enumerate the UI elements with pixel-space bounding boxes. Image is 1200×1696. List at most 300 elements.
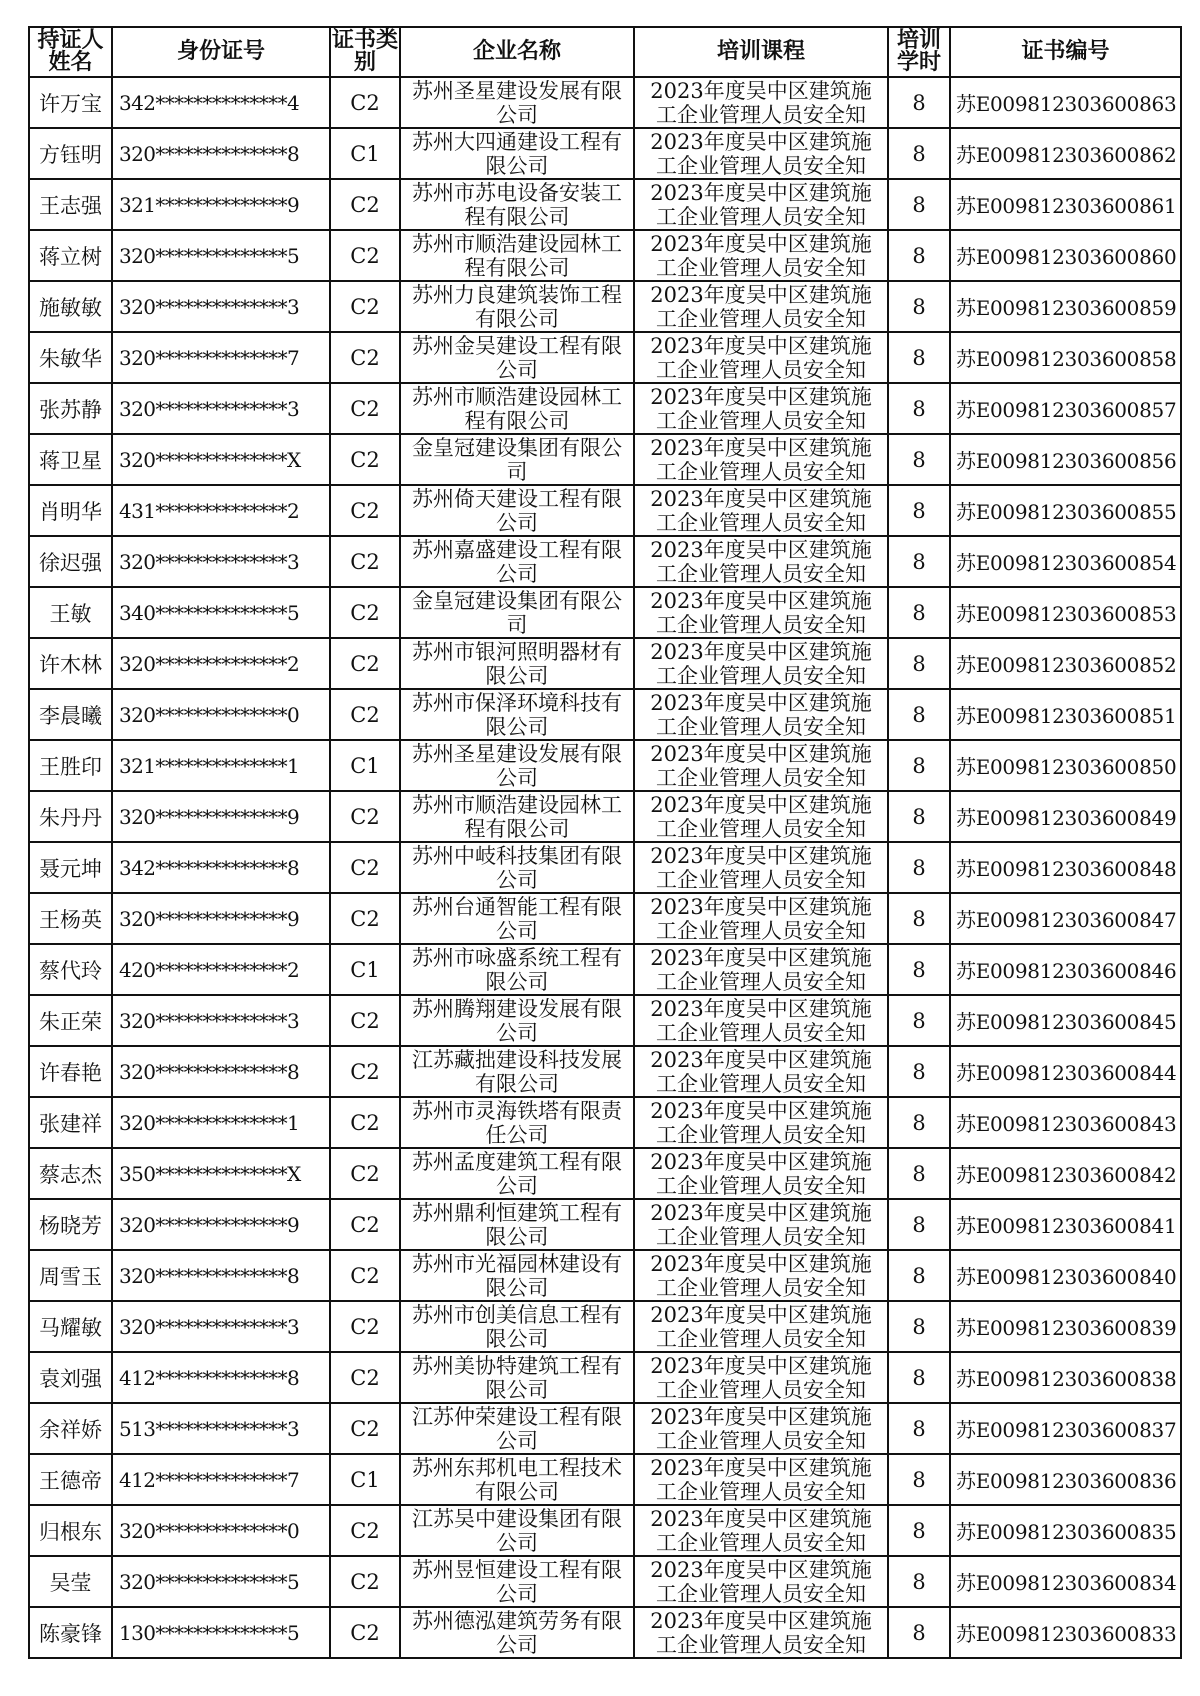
cell-name: 马耀敏 xyxy=(29,1301,112,1352)
cell-company xyxy=(400,842,634,893)
cell-id: 320**************3 xyxy=(112,536,330,587)
cell-company-text: 苏州市银河照明器材有限公司 xyxy=(412,640,622,688)
cell-id: 320**************3 xyxy=(112,1301,330,1352)
cell-name: 王志强 xyxy=(29,179,112,230)
cell-company-text: 苏州市顺浩建设园林工程有限公司 xyxy=(412,385,622,433)
cell-hours: 8 xyxy=(888,740,950,791)
cell-company-text: 江苏仲荣建设工程有限公司 xyxy=(412,1405,622,1453)
cell-cert-no: 苏E009812303600851 xyxy=(950,689,1181,740)
cell-cert-type: C2 xyxy=(330,791,400,842)
cell-id: 320**************X xyxy=(112,434,330,485)
cell-name: 张建祥 xyxy=(29,1097,112,1148)
cell-course-text: 2023年度吴中区建筑施工企业管理人员安全知 xyxy=(650,895,872,943)
cell-company-text: 苏州市保泽环境科技有限公司 xyxy=(412,691,622,739)
cell-cert-no: 苏E009812303600838 xyxy=(950,1352,1181,1403)
cell-cert-type: C1 xyxy=(330,944,400,995)
cell-course-text: 2023年度吴中区建筑施工企业管理人员安全知 xyxy=(650,1303,872,1351)
cell-id: 320**************7 xyxy=(112,332,330,383)
cell-id: 513**************3 xyxy=(112,1403,330,1454)
cell-course-text: 2023年度吴中区建筑施工企业管理人员安全知 xyxy=(650,1150,872,1198)
header-course: 培训课程 xyxy=(634,27,888,77)
header-type: 证书类别 xyxy=(331,28,398,75)
cell-company-text: 金皇冠建设集团有限公司 xyxy=(412,589,622,637)
table-row xyxy=(29,893,1181,944)
cell-course xyxy=(634,893,888,944)
cell-id: 412**************8 xyxy=(112,1352,330,1403)
table-row xyxy=(29,1097,1181,1148)
cell-cert-type: C2 xyxy=(330,995,400,1046)
cell-cert-type: C2 xyxy=(330,1250,400,1301)
cell-cert-type: C2 xyxy=(330,332,400,383)
cell-cert-type: C2 xyxy=(330,1556,400,1607)
cell-course-text: 2023年度吴中区建筑施工企业管理人员安全知 xyxy=(650,538,872,586)
cell-name: 吴莹 xyxy=(29,1556,112,1607)
cell-cert-type: C2 xyxy=(330,1148,400,1199)
cell-cert-type: C2 xyxy=(330,1301,400,1352)
cell-cert-type: C2 xyxy=(330,689,400,740)
cell-course xyxy=(634,383,888,434)
table-row xyxy=(29,128,1181,179)
cell-company xyxy=(400,791,634,842)
cell-course xyxy=(634,1505,888,1556)
cell-hours: 8 xyxy=(888,1505,950,1556)
cell-course xyxy=(634,332,888,383)
cell-company xyxy=(400,689,634,740)
cell-id: 320**************9 xyxy=(112,791,330,842)
cell-name: 王胜印 xyxy=(29,740,112,791)
cell-course-text: 2023年度吴中区建筑施工企业管理人员安全知 xyxy=(650,1252,872,1300)
cell-company xyxy=(400,1556,634,1607)
cell-cert-no: 苏E009812303600854 xyxy=(950,536,1181,587)
cell-course xyxy=(634,230,888,281)
cell-id: 320**************3 xyxy=(112,383,330,434)
cell-company-text: 苏州金吴建设工程有限公司 xyxy=(412,334,622,382)
table-row xyxy=(29,1250,1181,1301)
cell-id: 320**************5 xyxy=(112,1556,330,1607)
cell-company-text: 苏州市顺浩建设园林工程有限公司 xyxy=(412,232,622,280)
table-row xyxy=(29,1505,1181,1556)
cell-hours: 8 xyxy=(888,1097,950,1148)
table-row xyxy=(29,1148,1181,1199)
cell-cert-no: 苏E009812303600847 xyxy=(950,893,1181,944)
cell-id: 412**************7 xyxy=(112,1454,330,1505)
cell-company xyxy=(400,638,634,689)
table-row xyxy=(29,638,1181,689)
cell-id: 350**************X xyxy=(112,1148,330,1199)
cell-company xyxy=(400,128,634,179)
cell-cert-no: 苏E009812303600835 xyxy=(950,1505,1181,1556)
cell-course-text: 2023年度吴中区建筑施工企业管理人员安全知 xyxy=(650,1507,872,1555)
cell-cert-no: 苏E009812303600852 xyxy=(950,638,1181,689)
cell-id: 320**************2 xyxy=(112,638,330,689)
cell-id: 342**************4 xyxy=(112,77,330,128)
cell-course xyxy=(634,434,888,485)
table-row xyxy=(29,1046,1181,1097)
cell-company xyxy=(400,1097,634,1148)
cell-cert-no: 苏E009812303600843 xyxy=(950,1097,1181,1148)
cell-cert-type: C2 xyxy=(330,1352,400,1403)
cell-cert-no: 苏E009812303600848 xyxy=(950,842,1181,893)
cell-course-text: 2023年度吴中区建筑施工企业管理人员安全知 xyxy=(650,1558,872,1606)
cell-cert-no: 苏E009812303600857 xyxy=(950,383,1181,434)
cell-cert-no: 苏E009812303600844 xyxy=(950,1046,1181,1097)
cell-name: 周雪玉 xyxy=(29,1250,112,1301)
cell-name: 张苏静 xyxy=(29,383,112,434)
cell-cert-type: C1 xyxy=(330,128,400,179)
cell-course xyxy=(634,128,888,179)
cell-hours: 8 xyxy=(888,995,950,1046)
cell-hours: 8 xyxy=(888,128,950,179)
cell-company-text: 苏州昱恒建设工程有限公司 xyxy=(412,1558,622,1606)
cell-course xyxy=(634,536,888,587)
cell-cert-no: 苏E009812303600861 xyxy=(950,179,1181,230)
cell-name: 许春艳 xyxy=(29,1046,112,1097)
cell-cert-no: 苏E009812303600840 xyxy=(950,1250,1181,1301)
cell-course-text: 2023年度吴中区建筑施工企业管理人员安全知 xyxy=(650,793,872,841)
cell-company-text: 苏州市咏盛系统工程有限公司 xyxy=(412,946,622,994)
cell-cert-no: 苏E009812303600855 xyxy=(950,485,1181,536)
cell-course-text: 2023年度吴中区建筑施工企业管理人员安全知 xyxy=(650,946,872,994)
table-row xyxy=(29,332,1181,383)
table-row xyxy=(29,995,1181,1046)
cell-course-text: 2023年度吴中区建筑施工企业管理人员安全知 xyxy=(650,436,872,484)
table-row xyxy=(29,281,1181,332)
cell-course xyxy=(634,1046,888,1097)
cell-company-text: 苏州中岐科技集团有限公司 xyxy=(412,844,622,892)
table-row xyxy=(29,740,1181,791)
cell-cert-type: C2 xyxy=(330,893,400,944)
cell-id: 320**************9 xyxy=(112,893,330,944)
cell-name: 王杨英 xyxy=(29,893,112,944)
cell-id: 320**************9 xyxy=(112,1199,330,1250)
cell-company-text: 苏州市光福园林建设有限公司 xyxy=(412,1252,622,1300)
cell-hours: 8 xyxy=(888,1046,950,1097)
cell-id: 130**************5 xyxy=(112,1607,330,1658)
cell-course xyxy=(634,1352,888,1403)
cell-course-text: 2023年度吴中区建筑施工企业管理人员安全知 xyxy=(650,844,872,892)
cell-name: 蒋卫星 xyxy=(29,434,112,485)
table-row xyxy=(29,1403,1181,1454)
cell-course xyxy=(634,1607,888,1658)
cell-cert-type: C2 xyxy=(330,1403,400,1454)
cell-course xyxy=(634,842,888,893)
table-row xyxy=(29,434,1181,485)
cell-company xyxy=(400,1046,634,1097)
table-row xyxy=(29,1454,1181,1505)
table-row xyxy=(29,1556,1181,1607)
cell-course-text: 2023年度吴中区建筑施工企业管理人员安全知 xyxy=(650,1354,872,1402)
cell-company xyxy=(400,893,634,944)
cell-cert-no: 苏E009812303600845 xyxy=(950,995,1181,1046)
table-row xyxy=(29,383,1181,434)
cell-cert-type: C2 xyxy=(330,1199,400,1250)
cell-course-text: 2023年度吴中区建筑施工企业管理人员安全知 xyxy=(650,385,872,433)
table-row xyxy=(29,944,1181,995)
cell-cert-no: 苏E009812303600846 xyxy=(950,944,1181,995)
cell-cert-no: 苏E009812303600850 xyxy=(950,740,1181,791)
cell-course xyxy=(634,1403,888,1454)
cell-cert-type: C1 xyxy=(330,740,400,791)
cell-course-text: 2023年度吴中区建筑施工企业管理人员安全知 xyxy=(650,79,872,127)
cell-cert-type: C2 xyxy=(330,1097,400,1148)
table-header-row xyxy=(29,27,1181,77)
cell-cert-no: 苏E009812303600863 xyxy=(950,77,1181,128)
cell-course xyxy=(634,1454,888,1505)
cell-company-text: 苏州台通智能工程有限公司 xyxy=(412,895,622,943)
header-name: 持证人姓名 xyxy=(29,27,112,77)
table-body xyxy=(29,77,1181,1658)
cell-name: 蔡代玲 xyxy=(29,944,112,995)
cell-name: 肖明华 xyxy=(29,485,112,536)
cell-hours: 8 xyxy=(888,1352,950,1403)
cell-company-text: 苏州市顺浩建设园林工程有限公司 xyxy=(412,793,622,841)
cell-cert-no: 苏E009812303600842 xyxy=(950,1148,1181,1199)
cell-course-text: 2023年度吴中区建筑施工企业管理人员安全知 xyxy=(650,1099,872,1147)
cell-hours: 8 xyxy=(888,893,950,944)
cell-hours: 8 xyxy=(888,638,950,689)
cell-company-text: 苏州市苏电设备安装工程有限公司 xyxy=(412,181,622,229)
cell-id: 431**************2 xyxy=(112,485,330,536)
cell-hours: 8 xyxy=(888,230,950,281)
cell-course xyxy=(634,1556,888,1607)
cell-name: 蒋立树 xyxy=(29,230,112,281)
cell-course-text: 2023年度吴中区建筑施工企业管理人员安全知 xyxy=(650,232,872,280)
cell-course-text: 2023年度吴中区建筑施工企业管理人员安全知 xyxy=(650,1048,872,1096)
header-company: 企业名称 xyxy=(400,27,634,77)
cell-course-text: 2023年度吴中区建筑施工企业管理人员安全知 xyxy=(650,283,872,331)
cell-course xyxy=(634,1301,888,1352)
cell-id: 320**************1 xyxy=(112,1097,330,1148)
cell-hours: 8 xyxy=(888,1148,950,1199)
cell-course xyxy=(634,740,888,791)
cell-id: 342**************8 xyxy=(112,842,330,893)
cell-company xyxy=(400,1607,634,1658)
cell-company xyxy=(400,944,634,995)
cell-name: 蔡志杰 xyxy=(29,1148,112,1199)
table-row xyxy=(29,179,1181,230)
header-id: 身份证号 xyxy=(112,27,330,77)
cell-hours: 8 xyxy=(888,1199,950,1250)
cell-company-text: 苏州孟度建筑工程有限公司 xyxy=(412,1150,622,1198)
table-row xyxy=(29,536,1181,587)
cell-cert-no: 苏E009812303600837 xyxy=(950,1403,1181,1454)
cell-cert-no: 苏E009812303600858 xyxy=(950,332,1181,383)
cell-hours: 8 xyxy=(888,791,950,842)
cell-company xyxy=(400,179,634,230)
cell-company xyxy=(400,740,634,791)
cell-course xyxy=(634,1250,888,1301)
cell-company-text: 苏州市创美信息工程有限公司 xyxy=(412,1303,622,1351)
table-row xyxy=(29,1301,1181,1352)
cell-company xyxy=(400,587,634,638)
cell-id: 320**************8 xyxy=(112,1046,330,1097)
cell-company xyxy=(400,995,634,1046)
cell-company xyxy=(400,281,634,332)
cell-id: 320**************8 xyxy=(112,128,330,179)
cell-course-text: 2023年度吴中区建筑施工企业管理人员安全知 xyxy=(650,130,872,178)
cell-hours: 8 xyxy=(888,1301,950,1352)
cell-company xyxy=(400,434,634,485)
cell-company-text: 苏州德泓建筑劳务有限公司 xyxy=(412,1609,622,1657)
cell-cert-type: C2 xyxy=(330,77,400,128)
cell-course xyxy=(634,1199,888,1250)
cell-course-text: 2023年度吴中区建筑施工企业管理人员安全知 xyxy=(650,1405,872,1453)
cell-name: 施敏敏 xyxy=(29,281,112,332)
cell-cert-type: C2 xyxy=(330,536,400,587)
cell-company-text: 苏州圣星建设发展有限公司 xyxy=(412,79,622,127)
cell-name: 杨晓芳 xyxy=(29,1199,112,1250)
cell-course xyxy=(634,995,888,1046)
cell-name: 王敏 xyxy=(29,587,112,638)
cell-id: 340**************5 xyxy=(112,587,330,638)
cell-company-text: 苏州东邦机电工程技术有限公司 xyxy=(412,1456,622,1504)
cell-cert-no: 苏E009812303600841 xyxy=(950,1199,1181,1250)
cell-cert-type: C2 xyxy=(330,1505,400,1556)
cell-id: 320**************5 xyxy=(112,230,330,281)
cell-hours: 8 xyxy=(888,332,950,383)
cell-hours: 8 xyxy=(888,1607,950,1658)
cell-course xyxy=(634,587,888,638)
cell-id: 321**************9 xyxy=(112,179,330,230)
cell-company-text: 苏州大四通建设工程有限公司 xyxy=(412,130,622,178)
table-row xyxy=(29,485,1181,536)
table-row xyxy=(29,230,1181,281)
cell-name: 聂元坤 xyxy=(29,842,112,893)
cell-hours: 8 xyxy=(888,485,950,536)
cell-name: 方钰明 xyxy=(29,128,112,179)
cell-company xyxy=(400,485,634,536)
cell-name: 朱敏华 xyxy=(29,332,112,383)
table-row xyxy=(29,587,1181,638)
cell-company-text: 苏州圣星建设发展有限公司 xyxy=(412,742,622,790)
cell-hours: 8 xyxy=(888,383,950,434)
cell-company xyxy=(400,1199,634,1250)
cell-id: 320**************8 xyxy=(112,1250,330,1301)
cell-hours: 8 xyxy=(888,1556,950,1607)
cell-id: 320**************3 xyxy=(112,995,330,1046)
cell-course xyxy=(634,791,888,842)
cell-cert-type: C2 xyxy=(330,230,400,281)
table-row xyxy=(29,689,1181,740)
cell-hours: 8 xyxy=(888,587,950,638)
cell-course xyxy=(634,77,888,128)
cell-company xyxy=(400,1148,634,1199)
cell-company-text: 苏州腾翔建设发展有限公司 xyxy=(412,997,622,1045)
cell-cert-no: 苏E009812303600859 xyxy=(950,281,1181,332)
cell-id: 320**************3 xyxy=(112,281,330,332)
cell-company-text: 苏州倚天建设工程有限公司 xyxy=(412,487,622,535)
cell-cert-type: C2 xyxy=(330,1607,400,1658)
table-row xyxy=(29,1199,1181,1250)
certificate-table xyxy=(28,26,1182,1659)
cell-cert-type: C2 xyxy=(330,485,400,536)
cell-cert-no: 苏E009812303600839 xyxy=(950,1301,1181,1352)
cell-hours: 8 xyxy=(888,77,950,128)
cell-company xyxy=(400,1250,634,1301)
cell-cert-no: 苏E009812303600836 xyxy=(950,1454,1181,1505)
cell-course xyxy=(634,179,888,230)
table-row xyxy=(29,791,1181,842)
cell-course-text: 2023年度吴中区建筑施工企业管理人员安全知 xyxy=(650,1456,872,1504)
cell-company xyxy=(400,1454,634,1505)
cell-company xyxy=(400,332,634,383)
cell-id: 420**************2 xyxy=(112,944,330,995)
cell-name: 许木林 xyxy=(29,638,112,689)
cell-company-text: 苏州力良建筑装饰工程有限公司 xyxy=(412,283,622,331)
cell-name: 王德帝 xyxy=(29,1454,112,1505)
cell-hours: 8 xyxy=(888,1454,950,1505)
cell-cert-no: 苏E009812303600834 xyxy=(950,1556,1181,1607)
cell-cert-type: C2 xyxy=(330,281,400,332)
header-cert-no: 证书编号 xyxy=(950,27,1181,77)
cell-cert-no: 苏E009812303600862 xyxy=(950,128,1181,179)
cell-hours: 8 xyxy=(888,1250,950,1301)
cell-company-text: 苏州市灵海铁塔有限责任公司 xyxy=(412,1099,622,1147)
cell-company-text: 苏州美协特建筑工程有限公司 xyxy=(412,1354,622,1402)
cell-hours: 8 xyxy=(888,434,950,485)
cell-company xyxy=(400,230,634,281)
cell-company xyxy=(400,1505,634,1556)
cell-company xyxy=(400,77,634,128)
cell-course-text: 2023年度吴中区建筑施工企业管理人员安全知 xyxy=(650,691,872,739)
cell-course xyxy=(634,1148,888,1199)
cell-cert-type: C2 xyxy=(330,434,400,485)
cell-company-text: 苏州鼎利恒建筑工程有限公司 xyxy=(412,1201,622,1249)
cell-id: 320**************0 xyxy=(112,1505,330,1556)
cell-cert-no: 苏E009812303600833 xyxy=(950,1607,1181,1658)
cell-name: 归根东 xyxy=(29,1505,112,1556)
cell-cert-no: 苏E009812303600860 xyxy=(950,230,1181,281)
cell-hours: 8 xyxy=(888,179,950,230)
cell-course-text: 2023年度吴中区建筑施工企业管理人员安全知 xyxy=(650,589,872,637)
cell-company xyxy=(400,1301,634,1352)
cell-company xyxy=(400,383,634,434)
cell-company-text: 江苏藏拙建设科技发展有限公司 xyxy=(412,1048,622,1096)
cell-cert-type: C2 xyxy=(330,638,400,689)
cell-course-text: 2023年度吴中区建筑施工企业管理人员安全知 xyxy=(650,487,872,535)
cell-hours: 8 xyxy=(888,842,950,893)
cell-cert-type: C2 xyxy=(330,842,400,893)
cell-name: 徐迟强 xyxy=(29,536,112,587)
cell-cert-type: C2 xyxy=(330,179,400,230)
cell-company xyxy=(400,1352,634,1403)
cell-name: 陈豪锋 xyxy=(29,1607,112,1658)
cell-course xyxy=(634,281,888,332)
cell-course xyxy=(634,944,888,995)
cell-company-text: 金皇冠建设集团有限公司 xyxy=(412,436,622,484)
cell-id: 321**************1 xyxy=(112,740,330,791)
cell-name: 朱正荣 xyxy=(29,995,112,1046)
header-hours: 培训学时 xyxy=(888,27,950,77)
certificate-table-sheet xyxy=(28,26,1180,1659)
table-row xyxy=(29,1352,1181,1403)
cell-name: 余祥娇 xyxy=(29,1403,112,1454)
cell-cert-type: C2 xyxy=(330,587,400,638)
cell-cert-no: 苏E009812303600856 xyxy=(950,434,1181,485)
table-row xyxy=(29,77,1181,128)
cell-hours: 8 xyxy=(888,944,950,995)
cell-hours: 8 xyxy=(888,1403,950,1454)
cell-name: 袁刘强 xyxy=(29,1352,112,1403)
cell-cert-type: C2 xyxy=(330,383,400,434)
cell-course-text: 2023年度吴中区建筑施工企业管理人员安全知 xyxy=(650,640,872,688)
cell-course-text: 2023年度吴中区建筑施工企业管理人员安全知 xyxy=(650,334,872,382)
table-row xyxy=(29,1607,1181,1658)
table-row xyxy=(29,842,1181,893)
cell-course xyxy=(634,485,888,536)
cell-course xyxy=(634,638,888,689)
cell-cert-no: 苏E009812303600849 xyxy=(950,791,1181,842)
